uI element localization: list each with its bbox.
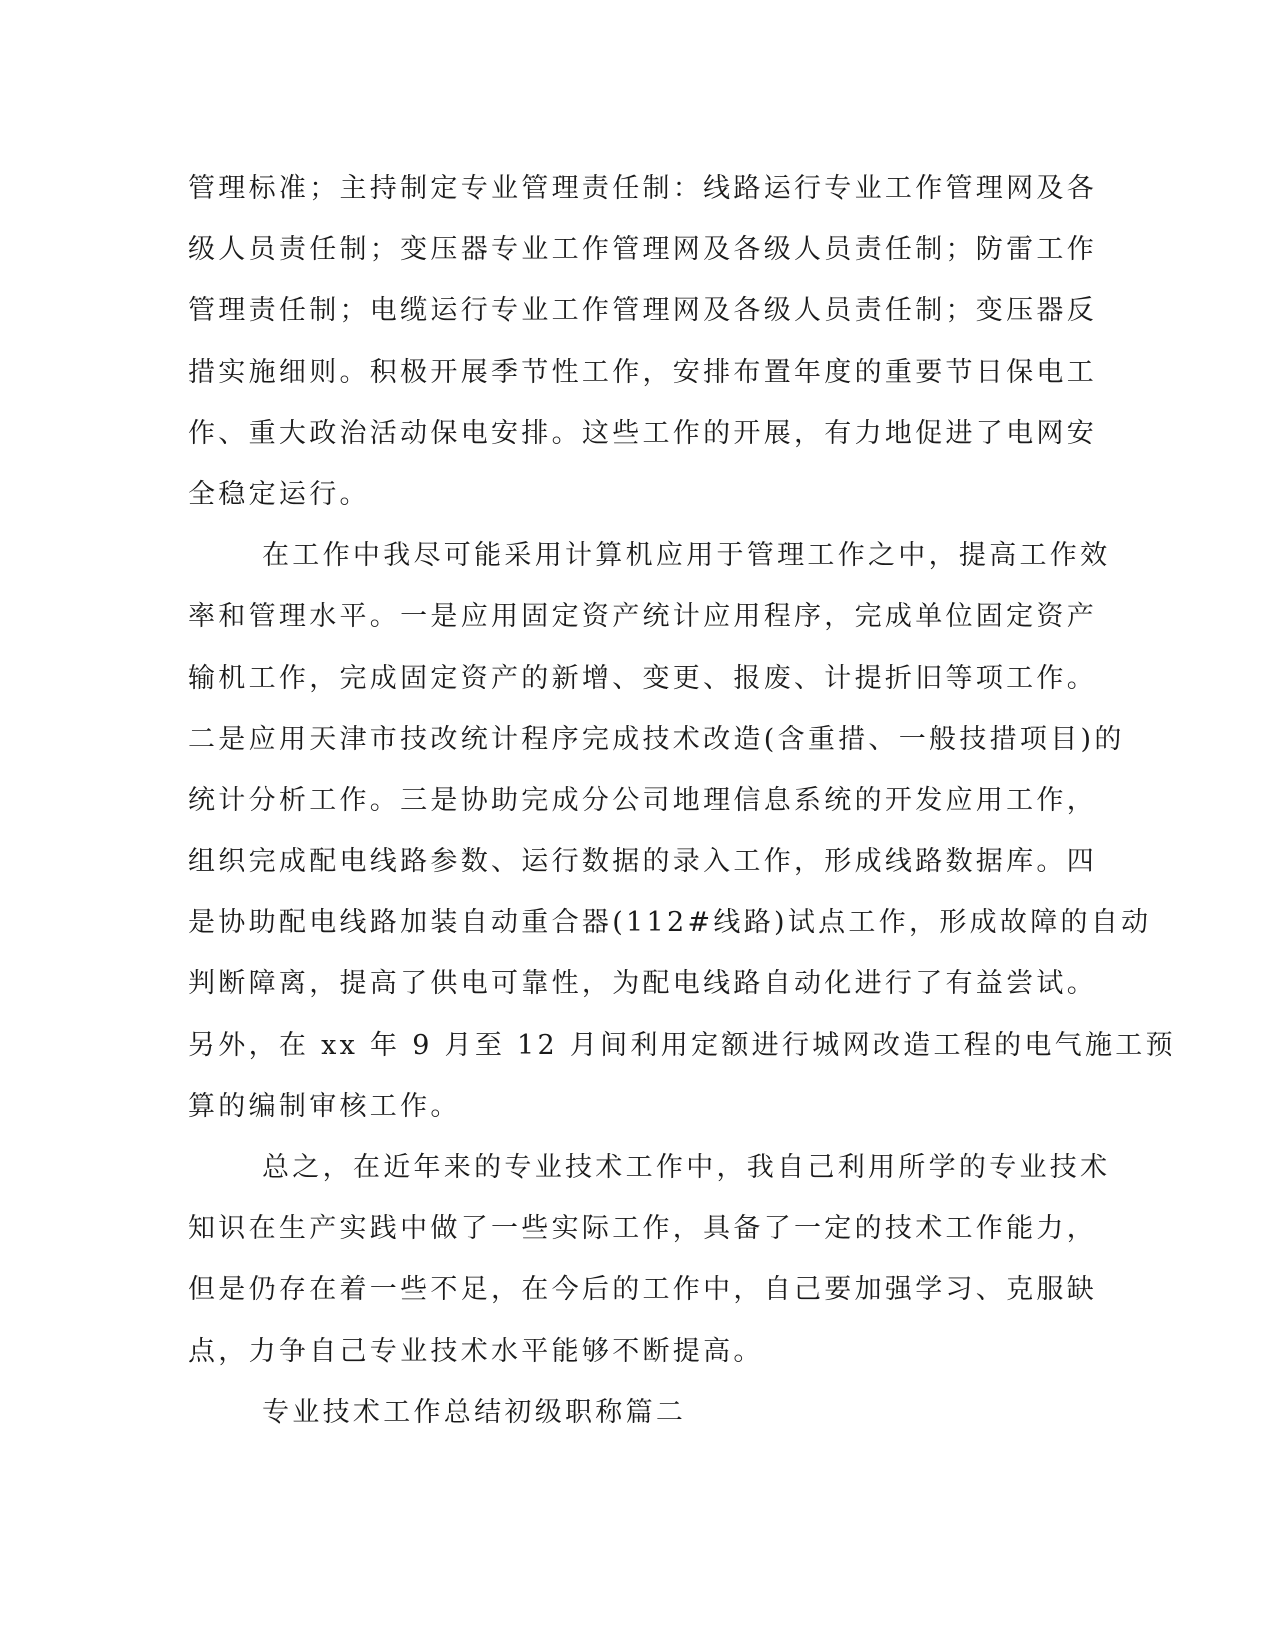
text-line: 作、重大政治活动保电安排。这些工作的开展，有力地促进了电网安: [188, 417, 1097, 449]
text-line: 管理责任制；电缆运行专业工作管理网及各级人员责任制；变压器反: [188, 295, 1097, 327]
text-line: 组织完成配电线路参数、运行数据的录入工作，形成线路数据库。四: [188, 846, 1097, 878]
text-line: 级人员责任制；变压器专业工作管理网及各级人员责任制；防雷工作: [188, 234, 1097, 266]
document-body: [188, 158, 1176, 1443]
section-heading: 专业技术工作总结初级职称篇二: [262, 1396, 687, 1428]
text-line: 措实施细则。积极开展季节性工作，安排布置年度的重要节日保电工: [188, 356, 1097, 388]
text-line: 算的编制审核工作。: [188, 1090, 461, 1122]
text-line: 输机工作，完成固定资产的新增、变更、报废、计提折旧等项工作。: [188, 662, 1097, 694]
text-line: 统计分析工作。三是协助完成分公司地理信息系统的开发应用工作，: [188, 784, 1097, 816]
text-line: 率和管理水平。一是应用固定资产统计应用程序，完成单位固定资产: [188, 601, 1097, 633]
text-line: 另外，在 xx 年 9 月至 12 月间利用定额进行城网改造工程的电气施工预: [188, 1029, 1176, 1061]
text-line: 知识在生产实践中做了一些实际工作，具备了一定的技术工作能力，: [188, 1213, 1097, 1245]
text-line: 全稳定运行。: [188, 478, 370, 510]
text-line: 但是仍存在着一些不足，在今后的工作中，自己要加强学习、克服缺: [188, 1274, 1097, 1306]
text-line: 二是应用天津市技改统计程序完成技术改造(含重措、一般技措项目)的: [188, 723, 1125, 755]
paragraph-first-line: 总之，在近年来的专业技术工作中，我自己利用所学的专业技术: [262, 1152, 1111, 1183]
paragraph-first-line: 在工作中我尽可能采用计算机应用于管理工作之中，提高工作效: [262, 540, 1111, 572]
text-line: 判断障离，提高了供电可靠性，为配电线路自动化进行了有益尝试。: [188, 968, 1097, 1000]
text-line: 是协助配电线路加装自动重合器(112#线路)试点工作，形成故障的自动: [188, 907, 1152, 939]
text-line: 点，力争自己专业技术水平能够不断提高。: [188, 1335, 764, 1367]
text-line: 管理标准；主持制定专业管理责任制：线路运行专业工作管理网及各: [188, 173, 1097, 204]
